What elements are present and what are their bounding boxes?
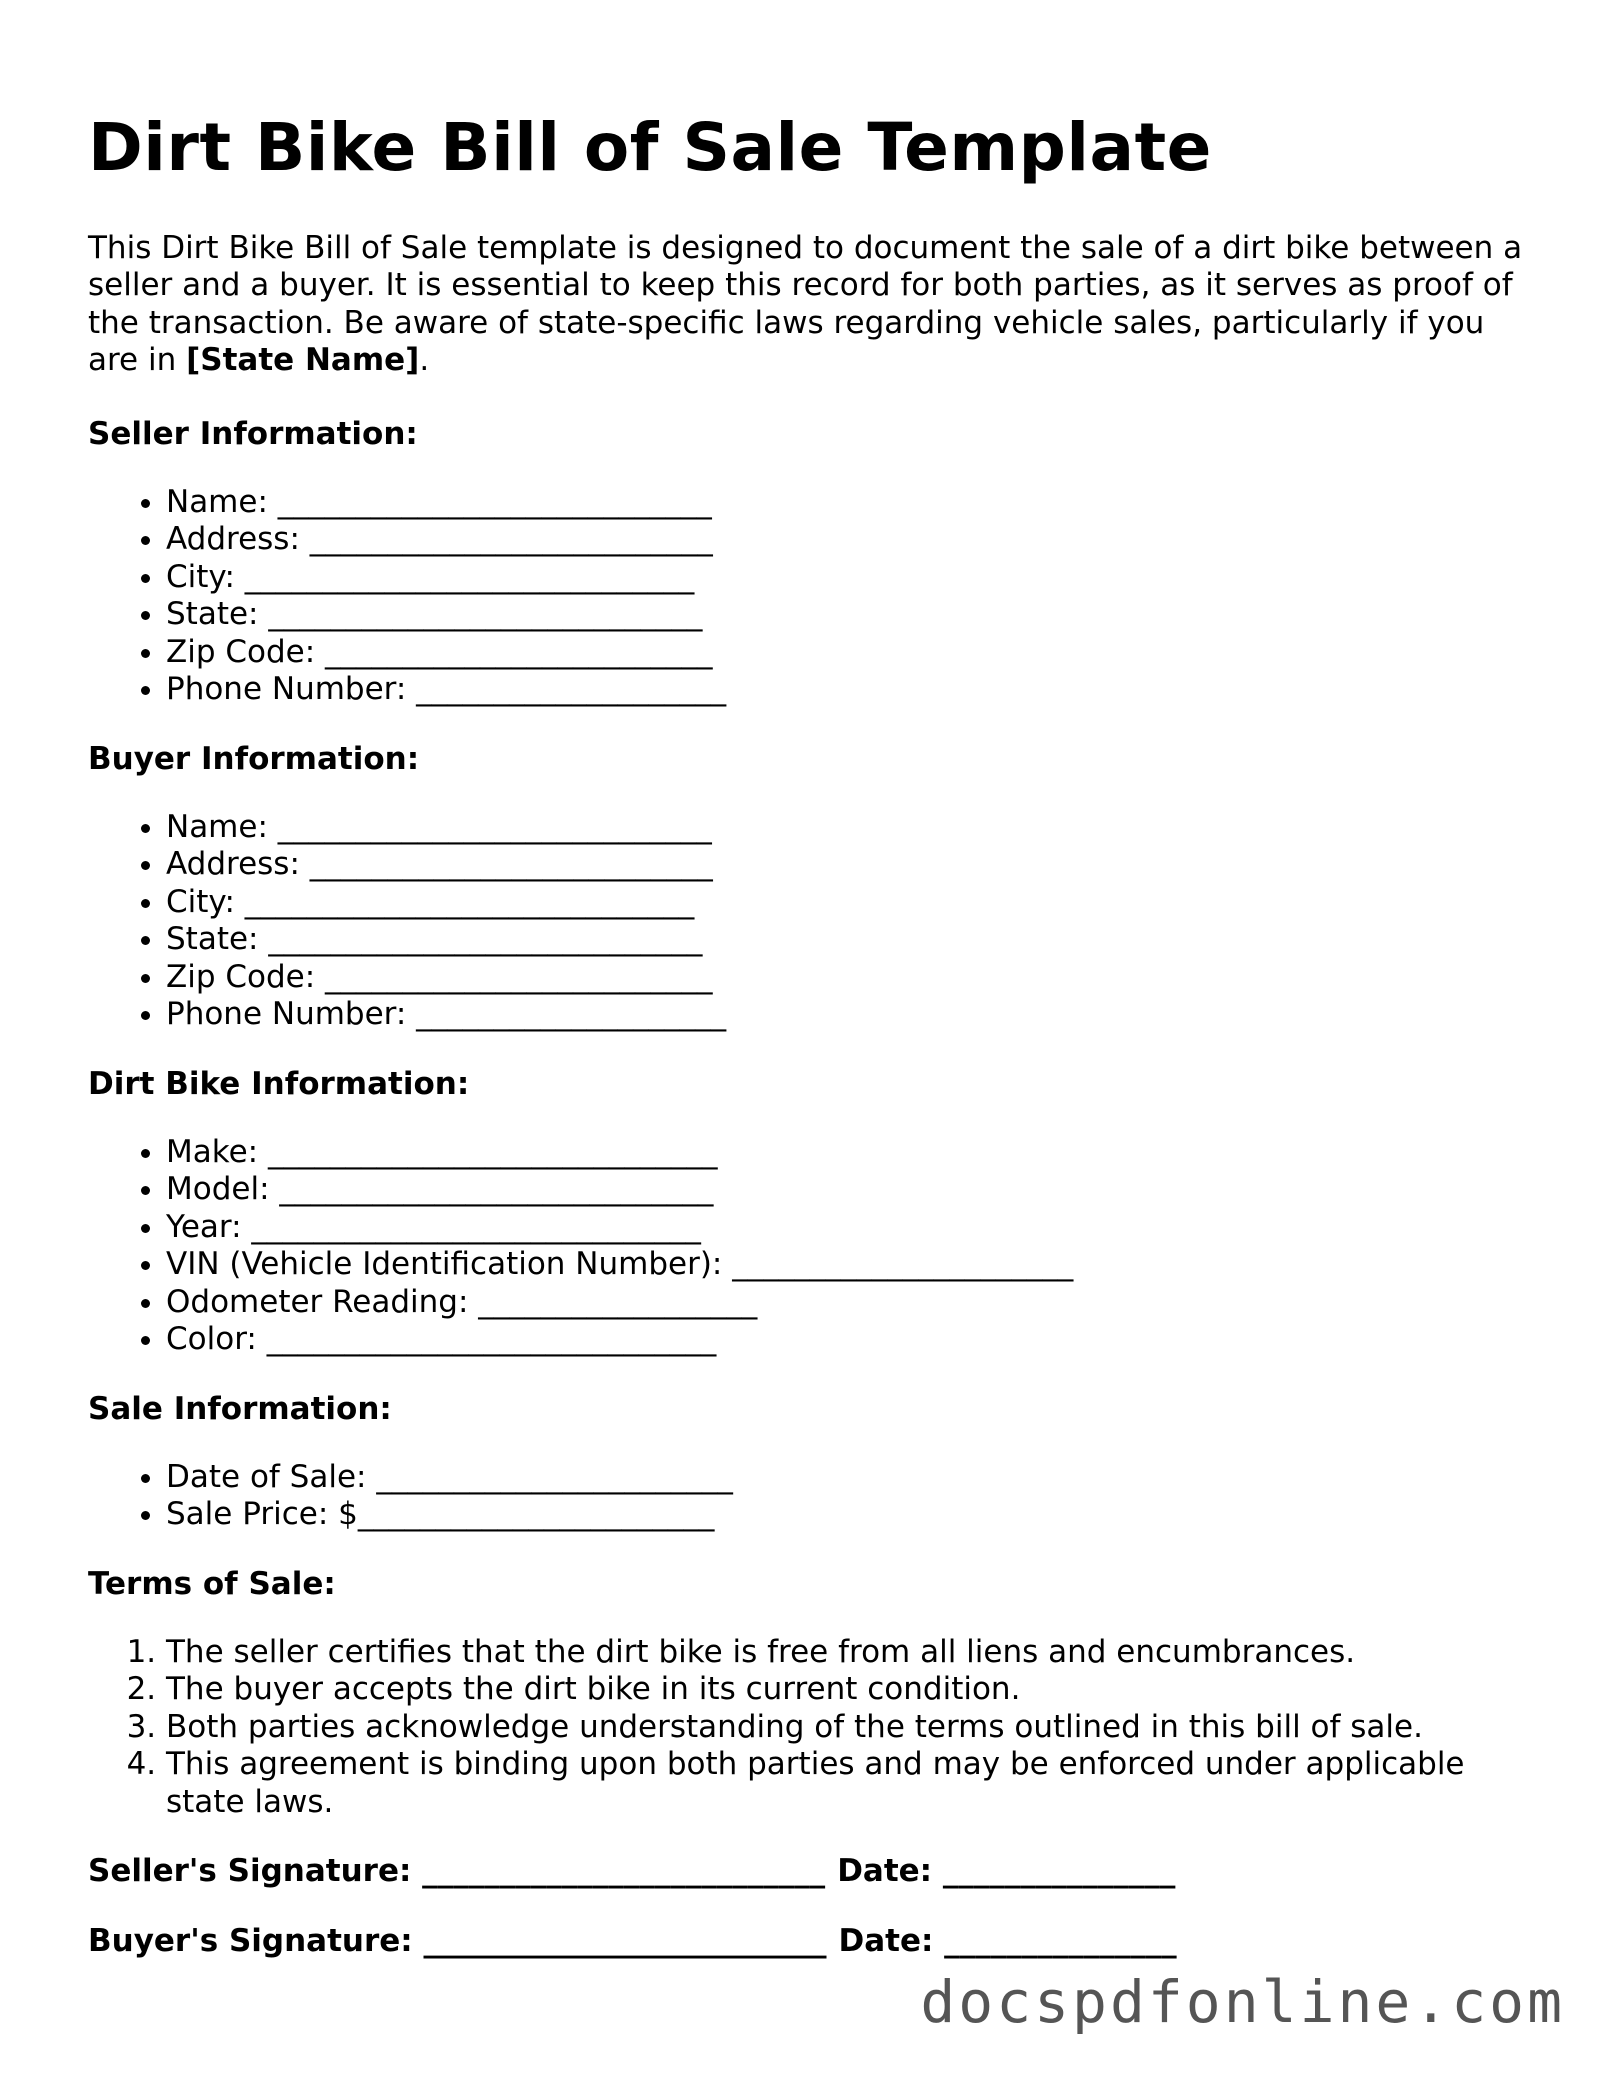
seller-state-field[interactable]: • State: ____________________________ [166, 596, 1528, 634]
watermark: docspdfonline.com [920, 1968, 1565, 2036]
document-title: Dirt Bike Bill of Sale Template [88, 109, 1212, 186]
term-item: 3. Both parties acknowledge understanding of the terms outlined in this bill of sale. [166, 1709, 1528, 1747]
buyer-date-field[interactable]: Date: _______________ [838, 1923, 1177, 1960]
bike-model-field[interactable]: • Model: ____________________________ [166, 1171, 1528, 1209]
intro-end: . [419, 342, 430, 379]
state-name-placeholder: [State Name] [186, 342, 420, 379]
intro-paragraph [88, 230, 1528, 380]
bike-vin-field[interactable]: • VIN (Vehicle Identification Number): ______________________ [166, 1246, 1528, 1284]
seller-list [88, 484, 1528, 709]
seller-date-field[interactable]: Date: _______________ [837, 1853, 1176, 1890]
buyer-signature-field[interactable]: Buyer's Signature: __________________________ [88, 1923, 827, 1960]
sale-list [88, 1459, 1528, 1534]
sale-heading: Sale Information: [88, 1390, 392, 1427]
intro-text: This Dirt Bike Bill of Sale template is designed to document the sale of a dirt bike between a seller and a buyer. It is essential to keep this record for both parties, as it serves as proof of the transaction. Be aware of state-specific laws regarding vehicle sales, particularly if you are in [88, 229, 1523, 379]
seller-phone-field[interactable]: • Phone Number: ____________________ [166, 671, 1528, 709]
seller-name-field[interactable]: • Name: ____________________________ [166, 484, 1528, 522]
buyer-state-field[interactable]: • State: ____________________________ [166, 921, 1528, 959]
bike-make-field[interactable]: • Make: _____________________________ [166, 1134, 1528, 1172]
seller-signature-field[interactable]: Seller's Signature: __________________________ [88, 1853, 826, 1890]
bike-odometer-field[interactable]: • Odometer Reading: __________________ [166, 1284, 1528, 1322]
buyer-zip-field[interactable]: • Zip Code: _________________________ [166, 959, 1528, 997]
buyer-city-field[interactable]: • City: _____________________________ [166, 884, 1528, 922]
sale-price-field[interactable]: • Sale Price: $_______________________ [166, 1496, 1528, 1534]
seller-signature-line [88, 1851, 1528, 1891]
seller-city-field[interactable]: • City: _____________________________ [166, 559, 1528, 597]
sale-date-field[interactable]: • Date of Sale: _______________________ [166, 1459, 1528, 1497]
buyer-list [88, 809, 1528, 1034]
term-item: 2. The buyer accepts the dirt bike in its current condition. [166, 1671, 1528, 1709]
bike-color-field[interactable]: • Color: _____________________________ [166, 1321, 1528, 1359]
term-item: 1. The seller certifies that the dirt bike is free from all liens and encumbrances. [166, 1634, 1528, 1672]
buyer-heading: Buyer Information: [88, 740, 420, 777]
terms-heading: Terms of Sale: [88, 1565, 336, 1602]
buyer-signature-line [88, 1921, 1528, 1961]
seller-zip-field[interactable]: • Zip Code: _________________________ [166, 634, 1528, 672]
term-item: 4. This agreement is binding upon both parties and may be enforced under applicable state laws. [166, 1746, 1528, 1821]
seller-address-field[interactable]: • Address: __________________________ [166, 521, 1528, 559]
terms-list [88, 1634, 1528, 1822]
bike-heading: Dirt Bike Information: [88, 1065, 470, 1102]
buyer-phone-field[interactable]: • Phone Number: ____________________ [166, 996, 1528, 1034]
bike-year-field[interactable]: • Year: _____________________________ [166, 1209, 1528, 1247]
document-page [88, 110, 1528, 1991]
buyer-name-field[interactable]: • Name: ____________________________ [166, 809, 1528, 847]
seller-heading: Seller Information: [88, 415, 418, 452]
bike-list [88, 1134, 1528, 1359]
buyer-address-field[interactable]: • Address: __________________________ [166, 846, 1528, 884]
